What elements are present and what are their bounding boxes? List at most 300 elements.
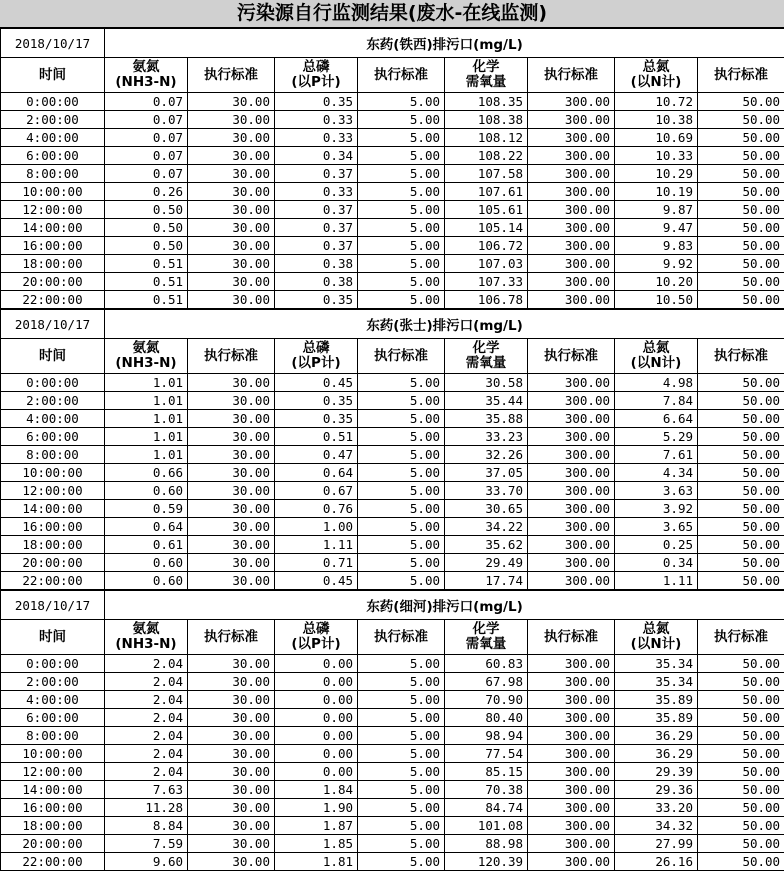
value-cell: 7.61 — [615, 446, 698, 464]
time-cell: 22:00:00 — [1, 291, 105, 309]
value-cell: 50.00 — [698, 111, 784, 129]
time-cell: 16:00:00 — [1, 237, 105, 255]
column-header: 执行标准 — [188, 58, 275, 93]
value-cell: 50.00 — [698, 129, 784, 147]
value-cell: 2.04 — [105, 691, 188, 709]
value-cell: 5.00 — [358, 518, 445, 536]
report-blocks — [0, 28, 784, 871]
value-cell: 11.28 — [105, 799, 188, 817]
value-cell: 10.72 — [615, 93, 698, 111]
value-cell: 30.00 — [188, 201, 275, 219]
value-cell: 5.00 — [358, 572, 445, 590]
time-cell: 0:00:00 — [1, 374, 105, 392]
time-cell: 4:00:00 — [1, 691, 105, 709]
column-header: 化学 需氧量 — [445, 58, 528, 93]
table-row — [1, 111, 784, 129]
value-cell: 1.11 — [615, 572, 698, 590]
value-cell: 50.00 — [698, 291, 784, 309]
header-row — [1, 620, 784, 655]
value-cell: 1.01 — [105, 428, 188, 446]
value-cell: 33.20 — [615, 799, 698, 817]
value-cell: 8.84 — [105, 817, 188, 835]
value-cell: 0.45 — [275, 374, 358, 392]
value-cell: 5.00 — [358, 781, 445, 799]
value-cell: 106.72 — [445, 237, 528, 255]
value-cell: 108.35 — [445, 93, 528, 111]
value-cell: 35.89 — [615, 691, 698, 709]
value-cell: 30.00 — [188, 165, 275, 183]
time-cell: 2:00:00 — [1, 673, 105, 691]
value-cell: 300.00 — [528, 428, 615, 446]
value-cell: 30.00 — [188, 835, 275, 853]
value-cell: 300.00 — [528, 374, 615, 392]
value-cell: 300.00 — [528, 93, 615, 111]
value-cell: 300.00 — [528, 446, 615, 464]
value-cell: 30.00 — [188, 536, 275, 554]
value-cell: 50.00 — [698, 673, 784, 691]
site-title: 东药(细河)排污口(mg/L) — [105, 591, 784, 620]
table-row — [1, 410, 784, 428]
table-row — [1, 709, 784, 727]
table-row — [1, 93, 784, 111]
table-row — [1, 673, 784, 691]
value-cell: 0.60 — [105, 554, 188, 572]
value-cell: 5.00 — [358, 219, 445, 237]
value-cell: 30.00 — [188, 428, 275, 446]
value-cell: 30.00 — [188, 691, 275, 709]
table-row — [1, 482, 784, 500]
value-cell: 0.37 — [275, 165, 358, 183]
time-cell: 10:00:00 — [1, 183, 105, 201]
value-cell: 35.34 — [615, 655, 698, 673]
monitoring-table — [0, 309, 784, 590]
value-cell: 1.11 — [275, 536, 358, 554]
value-cell: 9.83 — [615, 237, 698, 255]
value-cell: 9.47 — [615, 219, 698, 237]
value-cell: 10.38 — [615, 111, 698, 129]
value-cell: 1.01 — [105, 446, 188, 464]
value-cell: 50.00 — [698, 392, 784, 410]
value-cell: 0.07 — [105, 129, 188, 147]
value-cell: 10.20 — [615, 273, 698, 291]
column-header: 执行标准 — [188, 620, 275, 655]
value-cell: 30.00 — [188, 147, 275, 165]
time-cell: 18:00:00 — [1, 536, 105, 554]
value-cell: 1.85 — [275, 835, 358, 853]
value-cell: 300.00 — [528, 410, 615, 428]
table-row — [1, 428, 784, 446]
value-cell: 300.00 — [528, 273, 615, 291]
value-cell: 1.01 — [105, 374, 188, 392]
value-cell: 0.33 — [275, 183, 358, 201]
column-header: 时间 — [1, 339, 105, 374]
value-cell: 300.00 — [528, 781, 615, 799]
value-cell: 2.04 — [105, 709, 188, 727]
value-cell: 0.50 — [105, 219, 188, 237]
table-row — [1, 817, 784, 835]
value-cell: 98.94 — [445, 727, 528, 745]
value-cell: 30.00 — [188, 255, 275, 273]
value-cell: 9.92 — [615, 255, 698, 273]
table-row — [1, 799, 784, 817]
value-cell: 5.00 — [358, 183, 445, 201]
value-cell: 5.00 — [358, 673, 445, 691]
report-title: 污染源自行监测结果(废水-在线监测) — [0, 0, 784, 28]
value-cell: 3.92 — [615, 500, 698, 518]
monitoring-table — [0, 590, 784, 871]
value-cell: 50.00 — [698, 691, 784, 709]
value-cell: 300.00 — [528, 536, 615, 554]
table-row — [1, 835, 784, 853]
value-cell: 50.00 — [698, 709, 784, 727]
column-header: 化学 需氧量 — [445, 620, 528, 655]
value-cell: 5.00 — [358, 392, 445, 410]
value-cell: 70.90 — [445, 691, 528, 709]
value-cell: 0.51 — [105, 291, 188, 309]
value-cell: 67.98 — [445, 673, 528, 691]
value-cell: 30.00 — [188, 817, 275, 835]
table-row — [1, 500, 784, 518]
value-cell: 0.26 — [105, 183, 188, 201]
table-row — [1, 273, 784, 291]
value-cell: 30.00 — [188, 111, 275, 129]
time-cell: 20:00:00 — [1, 554, 105, 572]
value-cell: 2.04 — [105, 727, 188, 745]
value-cell: 30.00 — [188, 482, 275, 500]
value-cell: 35.34 — [615, 673, 698, 691]
value-cell: 5.00 — [358, 817, 445, 835]
value-cell: 5.00 — [358, 835, 445, 853]
value-cell: 5.00 — [358, 464, 445, 482]
value-cell: 101.08 — [445, 817, 528, 835]
value-cell: 50.00 — [698, 410, 784, 428]
value-cell: 30.58 — [445, 374, 528, 392]
value-cell: 30.00 — [188, 727, 275, 745]
value-cell: 80.40 — [445, 709, 528, 727]
value-cell: 0.07 — [105, 147, 188, 165]
value-cell: 5.00 — [358, 273, 445, 291]
value-cell: 0.37 — [275, 201, 358, 219]
value-cell: 0.51 — [275, 428, 358, 446]
value-cell: 300.00 — [528, 129, 615, 147]
value-cell: 0.34 — [275, 147, 358, 165]
column-header: 氨氮 (NH3-N) — [105, 339, 188, 374]
value-cell: 30.00 — [188, 500, 275, 518]
value-cell: 30.00 — [188, 655, 275, 673]
column-header: 执行标准 — [528, 620, 615, 655]
value-cell: 36.29 — [615, 745, 698, 763]
site-row — [1, 310, 784, 339]
time-cell: 4:00:00 — [1, 129, 105, 147]
site-title: 东药(张士)排污口(mg/L) — [105, 310, 784, 339]
value-cell: 0.38 — [275, 255, 358, 273]
value-cell: 300.00 — [528, 219, 615, 237]
value-cell: 5.29 — [615, 428, 698, 446]
table-row — [1, 655, 784, 673]
date-cell: 2018/10/17 — [1, 310, 105, 339]
value-cell: 1.81 — [275, 853, 358, 871]
value-cell: 0.35 — [275, 291, 358, 309]
value-cell: 30.00 — [188, 273, 275, 291]
value-cell: 17.74 — [445, 572, 528, 590]
value-cell: 6.64 — [615, 410, 698, 428]
value-cell: 300.00 — [528, 745, 615, 763]
value-cell: 300.00 — [528, 291, 615, 309]
value-cell: 0.00 — [275, 673, 358, 691]
value-cell: 5.00 — [358, 255, 445, 273]
value-cell: 30.00 — [188, 745, 275, 763]
value-cell: 50.00 — [698, 799, 784, 817]
value-cell: 0.71 — [275, 554, 358, 572]
value-cell: 108.38 — [445, 111, 528, 129]
value-cell: 50.00 — [698, 93, 784, 111]
value-cell: 5.00 — [358, 111, 445, 129]
value-cell: 0.35 — [275, 410, 358, 428]
table-row — [1, 129, 784, 147]
column-header: 执行标准 — [698, 339, 784, 374]
value-cell: 0.60 — [105, 572, 188, 590]
value-cell: 300.00 — [528, 255, 615, 273]
value-cell: 50.00 — [698, 727, 784, 745]
value-cell: 29.36 — [615, 781, 698, 799]
value-cell: 0.50 — [105, 201, 188, 219]
value-cell: 5.00 — [358, 291, 445, 309]
value-cell: 35.44 — [445, 392, 528, 410]
table-row — [1, 237, 784, 255]
value-cell: 5.00 — [358, 482, 445, 500]
value-cell: 50.00 — [698, 518, 784, 536]
value-cell: 4.98 — [615, 374, 698, 392]
column-header: 氨氮 (NH3-N) — [105, 620, 188, 655]
value-cell: 35.88 — [445, 410, 528, 428]
column-header: 总磷 (以P计) — [275, 58, 358, 93]
table-row — [1, 165, 784, 183]
column-header: 化学 需氧量 — [445, 339, 528, 374]
value-cell: 0.37 — [275, 237, 358, 255]
value-cell: 0.64 — [275, 464, 358, 482]
value-cell: 5.00 — [358, 709, 445, 727]
value-cell: 50.00 — [698, 255, 784, 273]
value-cell: 30.00 — [188, 799, 275, 817]
value-cell: 107.03 — [445, 255, 528, 273]
value-cell: 300.00 — [528, 183, 615, 201]
value-cell: 4.34 — [615, 464, 698, 482]
table-row — [1, 781, 784, 799]
date-cell: 2018/10/17 — [1, 591, 105, 620]
value-cell: 0.00 — [275, 727, 358, 745]
value-cell: 300.00 — [528, 554, 615, 572]
value-cell: 50.00 — [698, 554, 784, 572]
value-cell: 30.00 — [188, 853, 275, 871]
time-cell: 0:00:00 — [1, 655, 105, 673]
value-cell: 50.00 — [698, 781, 784, 799]
value-cell: 50.00 — [698, 374, 784, 392]
value-cell: 300.00 — [528, 147, 615, 165]
value-cell: 3.65 — [615, 518, 698, 536]
value-cell: 5.00 — [358, 853, 445, 871]
value-cell: 107.58 — [445, 165, 528, 183]
value-cell: 5.00 — [358, 799, 445, 817]
value-cell: 1.90 — [275, 799, 358, 817]
site-row — [1, 29, 784, 58]
value-cell: 30.00 — [188, 464, 275, 482]
value-cell: 30.00 — [188, 518, 275, 536]
time-cell: 0:00:00 — [1, 93, 105, 111]
value-cell: 30.00 — [188, 374, 275, 392]
value-cell: 108.12 — [445, 129, 528, 147]
time-cell: 12:00:00 — [1, 482, 105, 500]
value-cell: 30.00 — [188, 709, 275, 727]
table-row — [1, 554, 784, 572]
value-cell: 50.00 — [698, 446, 784, 464]
table-row — [1, 291, 784, 309]
column-header: 总磷 (以P计) — [275, 620, 358, 655]
table-row — [1, 147, 784, 165]
value-cell: 30.65 — [445, 500, 528, 518]
value-cell: 1.01 — [105, 392, 188, 410]
value-cell: 10.50 — [615, 291, 698, 309]
date-cell: 2018/10/17 — [1, 29, 105, 58]
value-cell: 50.00 — [698, 183, 784, 201]
value-cell: 50.00 — [698, 835, 784, 853]
value-cell: 0.45 — [275, 572, 358, 590]
value-cell: 50.00 — [698, 655, 784, 673]
value-cell: 5.00 — [358, 129, 445, 147]
time-cell: 10:00:00 — [1, 464, 105, 482]
time-cell: 6:00:00 — [1, 147, 105, 165]
value-cell: 0.38 — [275, 273, 358, 291]
value-cell: 0.33 — [275, 129, 358, 147]
column-header: 总氮 (以N计) — [615, 58, 698, 93]
value-cell: 10.29 — [615, 165, 698, 183]
table-row — [1, 763, 784, 781]
value-cell: 300.00 — [528, 817, 615, 835]
value-cell: 77.54 — [445, 745, 528, 763]
monitoring-table — [0, 28, 784, 309]
value-cell: 1.01 — [105, 410, 188, 428]
value-cell: 2.04 — [105, 745, 188, 763]
column-header: 执行标准 — [528, 58, 615, 93]
value-cell: 9.60 — [105, 853, 188, 871]
value-cell: 300.00 — [528, 673, 615, 691]
value-cell: 29.49 — [445, 554, 528, 572]
value-cell: 105.14 — [445, 219, 528, 237]
value-cell: 107.33 — [445, 273, 528, 291]
value-cell: 300.00 — [528, 518, 615, 536]
value-cell: 106.78 — [445, 291, 528, 309]
value-cell: 0.64 — [105, 518, 188, 536]
value-cell: 33.70 — [445, 482, 528, 500]
value-cell: 50.00 — [698, 464, 784, 482]
value-cell: 50.00 — [698, 165, 784, 183]
value-cell: 0.35 — [275, 93, 358, 111]
column-header: 执行标准 — [358, 58, 445, 93]
time-cell: 2:00:00 — [1, 111, 105, 129]
value-cell: 0.67 — [275, 482, 358, 500]
value-cell: 30.00 — [188, 93, 275, 111]
column-header: 总磷 (以P计) — [275, 339, 358, 374]
table-row — [1, 727, 784, 745]
value-cell: 5.00 — [358, 374, 445, 392]
column-header: 氨氮 (NH3-N) — [105, 58, 188, 93]
column-header: 执行标准 — [188, 339, 275, 374]
table-row — [1, 691, 784, 709]
value-cell: 0.35 — [275, 392, 358, 410]
table-row — [1, 374, 784, 392]
value-cell: 30.00 — [188, 446, 275, 464]
value-cell: 5.00 — [358, 655, 445, 673]
value-cell: 30.00 — [188, 673, 275, 691]
column-header: 执行标准 — [528, 339, 615, 374]
column-header: 执行标准 — [698, 620, 784, 655]
value-cell: 30.00 — [188, 763, 275, 781]
value-cell: 0.61 — [105, 536, 188, 554]
time-cell: 4:00:00 — [1, 410, 105, 428]
value-cell: 10.33 — [615, 147, 698, 165]
value-cell: 50.00 — [698, 500, 784, 518]
time-cell: 12:00:00 — [1, 201, 105, 219]
value-cell: 29.39 — [615, 763, 698, 781]
column-header: 总氮 (以N计) — [615, 620, 698, 655]
column-header: 时间 — [1, 620, 105, 655]
column-header: 时间 — [1, 58, 105, 93]
value-cell: 300.00 — [528, 165, 615, 183]
table-row — [1, 201, 784, 219]
value-cell: 50.00 — [698, 428, 784, 446]
value-cell: 5.00 — [358, 727, 445, 745]
value-cell: 2.04 — [105, 655, 188, 673]
value-cell: 30.00 — [188, 554, 275, 572]
header-row — [1, 58, 784, 93]
time-cell: 14:00:00 — [1, 219, 105, 237]
value-cell: 300.00 — [528, 655, 615, 673]
value-cell: 5.00 — [358, 237, 445, 255]
value-cell: 2.04 — [105, 763, 188, 781]
table-row — [1, 446, 784, 464]
value-cell: 1.84 — [275, 781, 358, 799]
value-cell: 0.00 — [275, 691, 358, 709]
value-cell: 5.00 — [358, 763, 445, 781]
value-cell: 0.33 — [275, 111, 358, 129]
time-cell: 6:00:00 — [1, 709, 105, 727]
value-cell: 5.00 — [358, 410, 445, 428]
time-cell: 2:00:00 — [1, 392, 105, 410]
value-cell: 300.00 — [528, 835, 615, 853]
column-header: 执行标准 — [358, 620, 445, 655]
value-cell: 88.98 — [445, 835, 528, 853]
value-cell: 30.00 — [188, 392, 275, 410]
value-cell: 1.00 — [275, 518, 358, 536]
value-cell: 0.51 — [105, 255, 188, 273]
value-cell: 300.00 — [528, 709, 615, 727]
value-cell: 105.61 — [445, 201, 528, 219]
value-cell: 0.07 — [105, 111, 188, 129]
value-cell: 0.00 — [275, 763, 358, 781]
value-cell: 50.00 — [698, 201, 784, 219]
table-row — [1, 392, 784, 410]
value-cell: 50.00 — [698, 219, 784, 237]
value-cell: 34.32 — [615, 817, 698, 835]
value-cell: 300.00 — [528, 464, 615, 482]
site-row — [1, 591, 784, 620]
value-cell: 3.63 — [615, 482, 698, 500]
table-row — [1, 219, 784, 237]
time-cell: 20:00:00 — [1, 835, 105, 853]
table-row — [1, 255, 784, 273]
value-cell: 84.74 — [445, 799, 528, 817]
value-cell: 30.00 — [188, 237, 275, 255]
value-cell: 2.04 — [105, 673, 188, 691]
